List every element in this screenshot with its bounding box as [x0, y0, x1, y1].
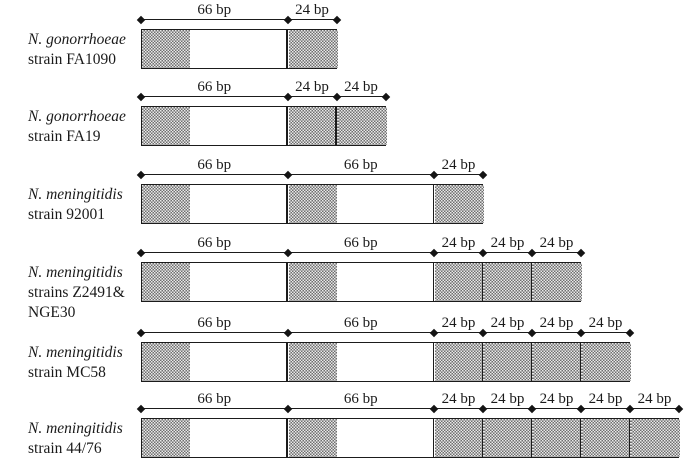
- repeat-bar: [141, 184, 483, 224]
- unit-separator: [286, 185, 288, 223]
- repeat-unit-24bp: [484, 263, 533, 301]
- dimension-label: 66 bp: [197, 234, 232, 251]
- repeat-unit-24bp: [582, 343, 631, 381]
- repeat-unit-66bp-hatch: [142, 419, 190, 457]
- dimension-label: 24 bp: [441, 314, 476, 331]
- measure-line: [141, 408, 679, 409]
- dimension-label: 24 bp: [441, 156, 476, 173]
- diamond-marker: [626, 328, 634, 336]
- repeat-bar: [141, 418, 679, 458]
- unit-separator: [580, 419, 582, 457]
- unit-separator: [629, 419, 631, 457]
- diamond-marker: [577, 248, 585, 256]
- diamond-marker: [430, 404, 438, 412]
- dimension-label: 24 bp: [295, 78, 329, 95]
- dimension-label: 24 bp: [637, 390, 672, 407]
- repeat-bar: [141, 342, 630, 382]
- diamond-marker: [577, 328, 585, 336]
- strain-name: strain FA1090: [28, 51, 116, 68]
- repeat-unit-66bp-hatch: [289, 185, 337, 223]
- repeat-unit-24bp: [484, 343, 533, 381]
- repeat-unit-24bp: [289, 107, 338, 145]
- dimension-label: 24 bp: [441, 234, 476, 251]
- strain-label: [28, 185, 123, 225]
- dimension-label: 66 bp: [197, 156, 232, 173]
- diamond-marker: [430, 248, 438, 256]
- repeat-unit-66bp-hatch: [142, 185, 190, 223]
- dimension-label: 66 bp: [343, 314, 378, 331]
- species-name: N. meningitidis: [28, 344, 123, 361]
- repeat-unit-66bp-hatch: [142, 343, 190, 381]
- measure-line: [141, 96, 386, 97]
- diamond-marker: [332, 15, 340, 23]
- repeat-unit-66bp-hatch: [289, 263, 337, 301]
- repeat-unit-24bp: [631, 419, 680, 457]
- diamond-marker: [283, 170, 291, 178]
- unit-separator: [286, 30, 288, 68]
- diamond-marker: [577, 404, 585, 412]
- repeat-unit-24bp: [435, 419, 484, 457]
- dimension-label: 24 bp: [539, 314, 574, 331]
- species-name: N. meningitidis: [28, 420, 123, 437]
- strain-label: [28, 263, 125, 323]
- diamond-marker: [283, 328, 291, 336]
- dimension-label: 66 bp: [197, 314, 232, 331]
- repeat-unit-24bp: [435, 343, 484, 381]
- unit-separator: [335, 107, 337, 145]
- repeat-unit-24bp: [582, 419, 631, 457]
- repeat-unit-66bp-hatch: [289, 343, 337, 381]
- strain-name: strain MC58: [28, 364, 106, 381]
- unit-separator: [286, 343, 288, 381]
- diamond-marker: [479, 248, 487, 256]
- diamond-marker: [137, 328, 145, 336]
- dimension-label: 66 bp: [343, 156, 378, 173]
- measure-line: [141, 19, 337, 20]
- species-name: N. gonorrhoeae: [28, 108, 126, 125]
- repeat-unit-66bp-hatch: [142, 107, 190, 145]
- unit-separator: [580, 343, 582, 381]
- unit-separator: [531, 343, 533, 381]
- diamond-marker: [528, 404, 536, 412]
- dimension-label: 66 bp: [197, 1, 232, 18]
- repeat-unit-66bp-hatch: [289, 419, 337, 457]
- diamond-marker: [137, 92, 145, 100]
- unit-separator: [482, 263, 484, 301]
- diamond-marker: [626, 404, 634, 412]
- dimension-label: 24 bp: [295, 1, 329, 18]
- unit-separator: [531, 263, 533, 301]
- dimension-label: 66 bp: [343, 390, 378, 407]
- diamond-marker: [430, 170, 438, 178]
- diamond-marker: [283, 92, 291, 100]
- diamond-marker: [137, 248, 145, 256]
- unit-separator: [433, 185, 435, 223]
- repeat-unit-66bp-hatch: [142, 30, 190, 68]
- strain-name: strains Z2491&: [28, 284, 125, 301]
- measure-line: [141, 332, 630, 333]
- strain-label: [28, 30, 126, 70]
- repeat-bar: [141, 29, 337, 69]
- dimension-label: 24 bp: [588, 314, 623, 331]
- unit-separator: [433, 419, 435, 457]
- strain-name: strain 44/76: [28, 440, 102, 457]
- unit-separator: [286, 263, 288, 301]
- repeat-unit-24bp: [533, 419, 582, 457]
- dimension-label: 66 bp: [343, 234, 378, 251]
- strain-label: [28, 419, 123, 459]
- repeat-unit-24bp: [289, 30, 338, 68]
- diamond-marker: [528, 248, 536, 256]
- diamond-marker: [283, 248, 291, 256]
- repeat-unit-24bp: [435, 185, 484, 223]
- diamond-marker: [283, 404, 291, 412]
- dimension-label: 24 bp: [490, 390, 525, 407]
- unit-separator: [433, 343, 435, 381]
- diamond-marker: [479, 328, 487, 336]
- diamond-marker: [479, 170, 487, 178]
- dimension-label: 24 bp: [588, 390, 623, 407]
- species-name: N. meningitidis: [28, 264, 123, 281]
- diamond-marker: [675, 404, 683, 412]
- dimension-label: 24 bp: [490, 314, 525, 331]
- dimension-label: 24 bp: [539, 234, 574, 251]
- dimension-label: 24 bp: [441, 390, 476, 407]
- dimension-label: 66 bp: [197, 390, 232, 407]
- diamond-marker: [479, 404, 487, 412]
- dimension-label: 24 bp: [490, 234, 525, 251]
- strain-label: [28, 107, 126, 147]
- dimension-label: 24 bp: [539, 390, 574, 407]
- dimension-label: 66 bp: [197, 78, 232, 95]
- dimension-label: 24 bp: [344, 78, 378, 95]
- repeat-unit-24bp: [533, 343, 582, 381]
- diamond-marker: [381, 92, 389, 100]
- diamond-marker: [137, 170, 145, 178]
- diamond-marker: [528, 328, 536, 336]
- repeat-unit-24bp: [484, 419, 533, 457]
- repeat-unit-24bp: [435, 263, 484, 301]
- unit-separator: [531, 419, 533, 457]
- repeat-unit-24bp: [533, 263, 582, 301]
- unit-separator: [482, 419, 484, 457]
- diamond-marker: [332, 92, 340, 100]
- unit-separator: [482, 343, 484, 381]
- measure-line: [141, 252, 581, 253]
- strain-name: NGE30: [28, 304, 76, 321]
- species-name: N. meningitidis: [28, 186, 123, 203]
- unit-separator: [433, 263, 435, 301]
- diamond-marker: [137, 404, 145, 412]
- diamond-marker: [283, 15, 291, 23]
- strain-name: strain 92001: [28, 206, 106, 223]
- diamond-marker: [137, 15, 145, 23]
- diamond-marker: [430, 328, 438, 336]
- strain-label: [28, 343, 123, 383]
- repeat-unit-24bp: [338, 107, 387, 145]
- repeat-bar: [141, 262, 581, 302]
- strain-name: strain FA19: [28, 128, 101, 145]
- unit-separator: [286, 107, 288, 145]
- repeat-unit-66bp-hatch: [142, 263, 190, 301]
- species-name: N. gonorrhoeae: [28, 31, 126, 48]
- unit-separator: [286, 419, 288, 457]
- repeat-bar: [141, 106, 386, 146]
